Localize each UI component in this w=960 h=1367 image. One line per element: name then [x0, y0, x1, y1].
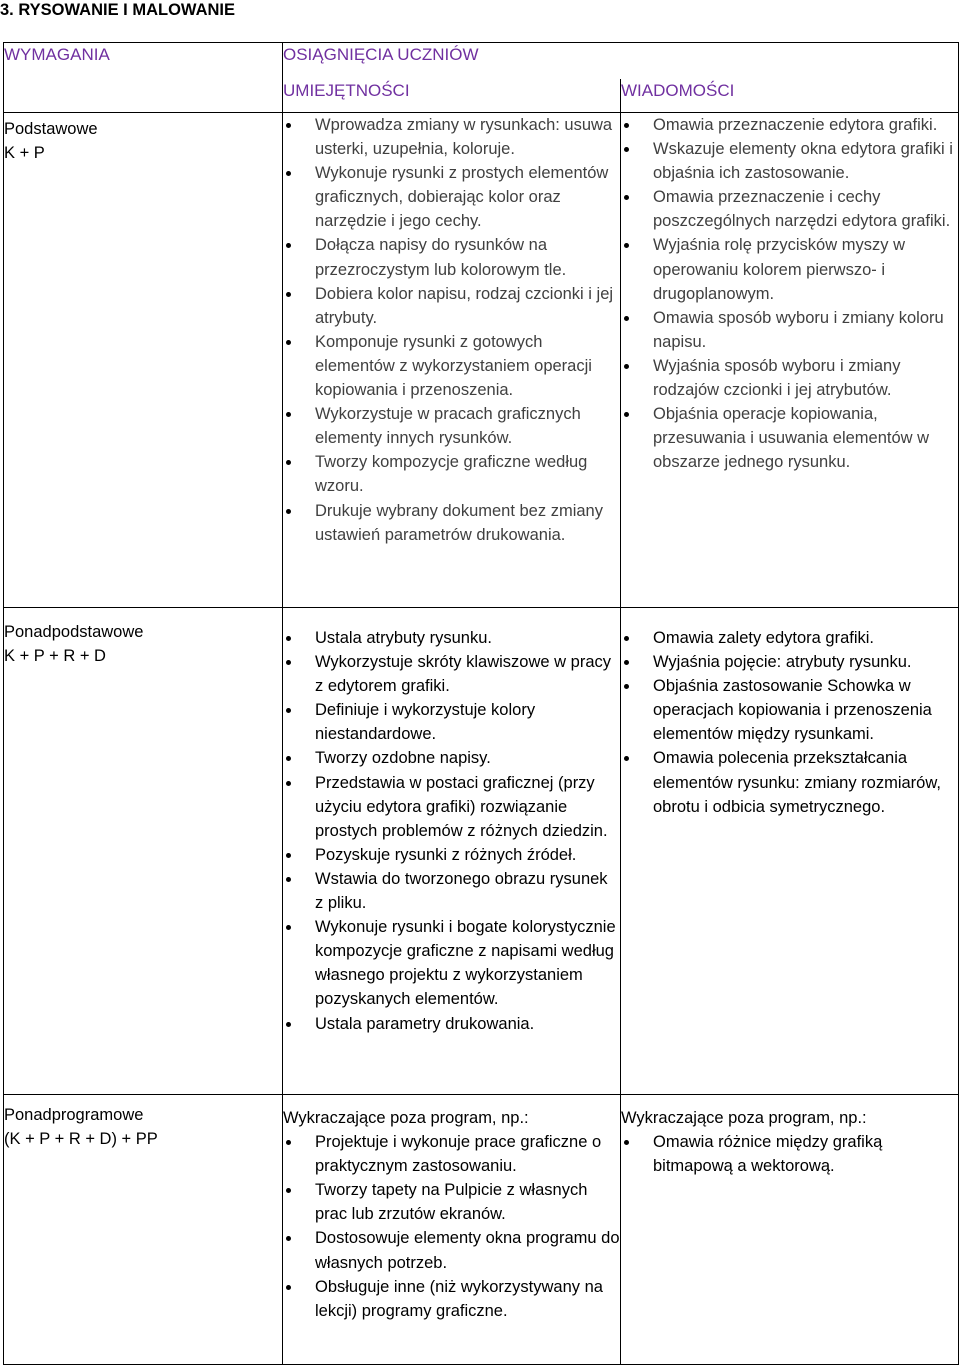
knowledge-cell-extended [621, 608, 959, 1095]
level-name: Ponadprogramowe [4, 1106, 144, 1124]
list-item: Omawia przeznaczenie i cechy poszczególnych narzędzi edytora grafiki. [621, 185, 958, 233]
knowledge-intro: Wykraczające poza program, np.: [621, 1109, 867, 1127]
list-item: Pozyskuje rysunki z różnych źródeł. [283, 843, 620, 867]
achievements-header: OSIĄGNIĘCIA UCZNIÓW [283, 45, 479, 64]
bullet-icon [624, 243, 629, 248]
list-item: Omawia przeznaczenie edytora grafiki. [621, 113, 958, 137]
list-item: Wstawia do tworzonego obrazu rysunek z pliku. [283, 867, 620, 915]
bullet-icon [286, 660, 291, 665]
list-item: Wykonuje rysunki i bogate kolorystycznie kompozycje graficzne z napisami według własnego projektu z wykorzystaniem pozyskanych elementów. [283, 915, 620, 1011]
skills-list [283, 1130, 620, 1323]
list-item: Projektuje i wykonuje prace graficzne o praktycznym zastosowaniu. [283, 1130, 620, 1178]
list-item: Wprowadza zmiany w rysunkach: usuwa usterki, uzupełnia, koloruje. [283, 113, 620, 161]
list-item: Wykorzystuje w pracach graficznych elementy innych rysunków. [283, 402, 620, 450]
list-item: Tworzy ozdobne napisy. [283, 746, 620, 770]
list-item: Tworzy tapety na Pulpicie z własnych prac lub zrzutów ekranów. [283, 1178, 620, 1226]
bullet-icon [286, 243, 291, 248]
level-cell-basic [4, 113, 283, 608]
skills-cell-basic [283, 113, 621, 608]
bullet-icon [286, 925, 291, 930]
knowledge-list [621, 626, 958, 819]
level-cell-extended [4, 608, 283, 1095]
list-item: Omawia różnice między grafiką bitmapową a wektorową. [621, 1130, 958, 1178]
skills-cell-extended [283, 608, 621, 1095]
bullet-icon [286, 756, 291, 761]
bullet-icon [624, 123, 629, 128]
bullet-icon [624, 684, 629, 689]
bullet-icon [286, 636, 291, 641]
bullet-icon [624, 660, 629, 665]
bullet-icon [286, 781, 291, 786]
row-beyond [4, 1095, 959, 1365]
bullet-icon [286, 1188, 291, 1193]
section-heading: 3. RYSOWANIE I MALOWANIE [0, 1, 235, 19]
bullet-icon [286, 171, 291, 176]
knowledge-header-cell [621, 79, 959, 113]
knowledge-list [621, 113, 958, 474]
bullet-icon [286, 1236, 291, 1241]
level-name: Ponadpodstawowe [4, 623, 144, 641]
list-item: Wskazuje elementy okna edytora grafiki i objaśnia ich zastosowanie. [621, 137, 958, 185]
list-item: Wyjaśnia sposób wyboru i zmiany rodzajów czcionki i jej atrybutów. [621, 354, 958, 402]
list-item: Drukuje wybrany dokument bez zmiany ustawień parametrów drukowania. [283, 499, 620, 547]
bullet-icon [624, 316, 629, 321]
knowledge-list [621, 1130, 958, 1178]
level-name: Podstawowe [4, 120, 98, 138]
bullet-icon [624, 364, 629, 369]
knowledge-cell-basic [621, 113, 959, 608]
header-row-top [4, 43, 959, 79]
list-item: Dołącza napisy do rysunków na przezroczystym lub kolorowym tle. [283, 233, 620, 281]
list-item: Omawia zalety edytora grafiki. [621, 626, 958, 650]
skills-list [283, 626, 620, 1036]
level-code: (K + P + R + D) + PP [4, 1130, 158, 1148]
achievements-header-cell [283, 43, 959, 79]
row-extended [4, 608, 959, 1095]
list-item: Wykonuje rysunki z prostych elementów graficznych, dobierając kolor oraz narzędzie i jego cechy. [283, 161, 620, 233]
skills-intro: Wykraczające poza program, np.: [283, 1109, 529, 1127]
list-item: Komponuje rysunki z gotowych elementów z wykorzystaniem operacji kopiowania i przenoszenia. [283, 330, 620, 402]
bullet-icon [286, 509, 291, 514]
bullet-icon [624, 1140, 629, 1145]
bullet-icon [286, 1285, 291, 1290]
list-item: Wykorzystuje skróty klawiszowe w pracy z edytorem grafiki. [283, 650, 620, 698]
list-item: Wyjaśnia pojęcie: atrybuty rysunku. [621, 650, 958, 674]
list-item: Ustala parametry drukowania. [283, 1012, 620, 1036]
bullet-icon [624, 412, 629, 417]
list-item: Omawia sposób wyboru i zmiany koloru napisu. [621, 306, 958, 354]
skills-list [283, 113, 620, 547]
bullet-icon [624, 756, 629, 761]
bullet-icon [286, 460, 291, 465]
list-item: Dobiera kolor napisu, rodzaj czcionki i jej atrybuty. [283, 282, 620, 330]
bullet-icon [286, 292, 291, 297]
list-item: Objaśnia zastosowanie Schowka w operacjach kopiowania i przenoszenia elementów między rysunkami. [621, 674, 958, 746]
skills-cell-beyond [283, 1095, 621, 1365]
requirements-header-cell [4, 43, 283, 113]
bullet-icon [624, 195, 629, 200]
bullet-icon [286, 412, 291, 417]
list-item: Dostosowuje elementy okna programu do własnych potrzeb. [283, 1226, 620, 1274]
bullet-icon [286, 853, 291, 858]
list-item: Omawia polecenia przekształcania elementów rysunku: zmiany rozmiarów, obrotu i odbicia symetrycznego. [621, 746, 958, 818]
requirements-table [3, 42, 959, 1365]
list-item: Definiuje i wykorzystuje kolory niestandardowe. [283, 698, 620, 746]
skills-header-cell [283, 79, 621, 113]
bullet-icon [286, 1022, 291, 1027]
bullet-icon [286, 708, 291, 713]
level-cell-beyond [4, 1095, 283, 1365]
level-code: K + P + R + D [4, 647, 106, 665]
bullet-icon [286, 877, 291, 882]
list-item: Obsługuje inne (niż wykorzystywany na lekcji) programy graficzne. [283, 1275, 620, 1323]
knowledge-cell-beyond [621, 1095, 959, 1365]
requirements-header: WYMAGANIA [4, 45, 110, 64]
list-item: Objaśnia operacje kopiowania, przesuwania i usuwania elementów w obszarze jednego rysunku. [621, 402, 958, 474]
list-item: Wyjaśnia rolę przycisków myszy w operowaniu kolorem pierwszo- i drugoplanowym. [621, 233, 958, 305]
level-code: K + P [4, 144, 45, 162]
bullet-icon [286, 340, 291, 345]
list-item: Tworzy kompozycje graficzne według wzoru. [283, 450, 620, 498]
row-basic [4, 113, 959, 608]
bullet-icon [624, 147, 629, 152]
bullet-icon [624, 636, 629, 641]
knowledge-header: WIADOMOŚCI [621, 80, 735, 100]
bullet-icon [286, 1140, 291, 1145]
list-item: Przedstawia w postaci graficznej (przy użyciu edytora grafiki) rozwiązanie prostych problemów z różnych dziedzin. [283, 771, 620, 843]
list-item: Ustala atrybuty rysunku. [283, 626, 620, 650]
bullet-icon [286, 123, 291, 128]
skills-header: UMIEJĘTNOŚCI [283, 80, 410, 100]
